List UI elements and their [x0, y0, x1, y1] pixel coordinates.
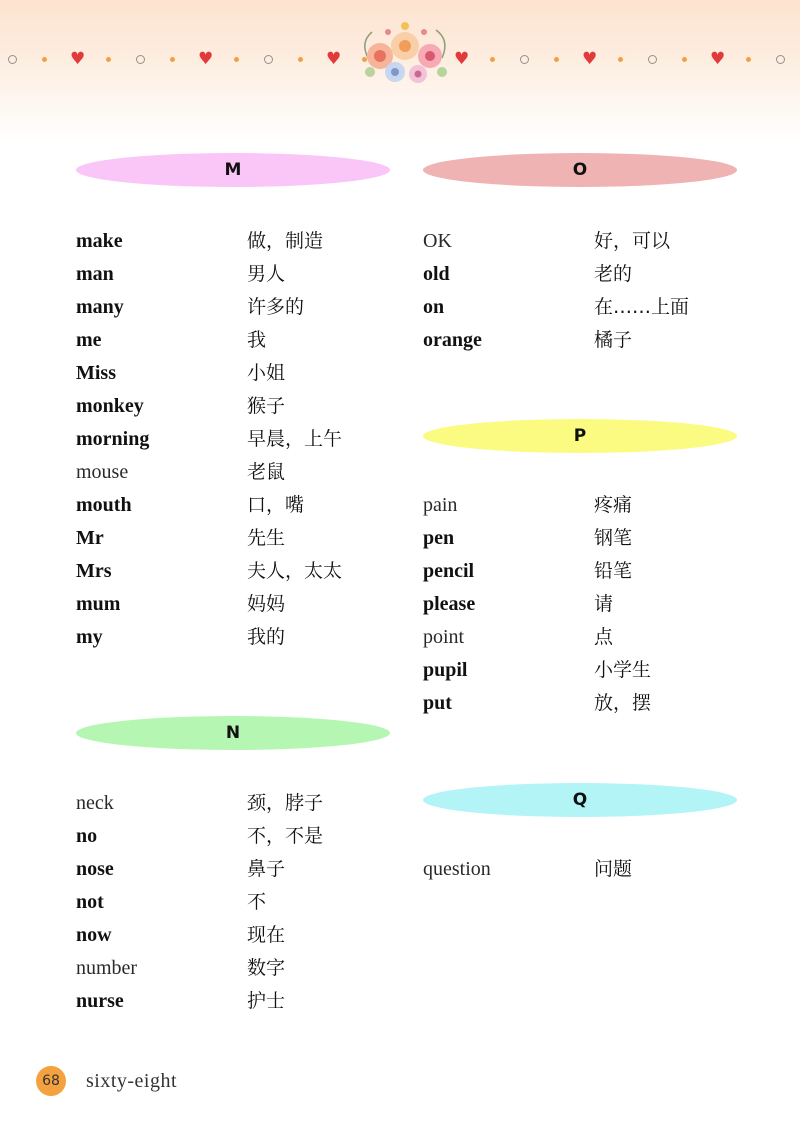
- vocab-meaning: 做，制造: [247, 230, 324, 252]
- swirl-icon: [776, 55, 785, 64]
- section-o-letter: O: [572, 160, 588, 180]
- vocab-meaning: 问题: [594, 858, 633, 880]
- vocab-meaning: 猴子: [247, 395, 286, 417]
- vocab-word: Mrs: [76, 560, 112, 582]
- vocab-row: [423, 622, 723, 652]
- dot-icon: [682, 57, 687, 62]
- vocab-meaning: 小学生: [594, 659, 652, 681]
- vocab-meaning: 许多的: [247, 296, 305, 318]
- heart-icon: ♥: [582, 49, 598, 69]
- section-n-header: [76, 716, 390, 750]
- vocab-row: [76, 391, 376, 421]
- vocab-row: [76, 226, 376, 256]
- vocab-word: question: [423, 858, 491, 880]
- vocab-meaning: 颈，脖子: [247, 792, 324, 814]
- vocab-word: make: [76, 230, 123, 252]
- dot-icon: [554, 57, 559, 62]
- vocab-meaning: 老的: [594, 263, 633, 285]
- vocab-row: [76, 490, 376, 520]
- vocab-row: [76, 622, 376, 652]
- vocab-meaning: 请: [594, 593, 614, 615]
- vocab-row: [423, 292, 723, 322]
- section-o-header: [423, 153, 737, 187]
- vocab-word: morning: [76, 428, 150, 450]
- dot-icon: [234, 57, 239, 62]
- heart-icon: ♥: [198, 49, 214, 69]
- vocab-word: neck: [76, 792, 114, 814]
- vocab-meaning: 鼻子: [247, 858, 286, 880]
- heart-icon: ♥: [454, 49, 470, 69]
- vocab-meaning: 现在: [247, 924, 286, 946]
- vocab-row: [423, 259, 723, 289]
- swirl-icon: [648, 55, 657, 64]
- vocab-word: man: [76, 263, 114, 285]
- vocab-meaning: 夫人，太太: [247, 560, 343, 582]
- swirl-icon: [264, 55, 273, 64]
- dot-icon: [490, 57, 495, 62]
- vocab-meaning: 点: [594, 626, 614, 648]
- vocab-meaning: 在……上面: [594, 296, 690, 318]
- vocab-meaning: 不: [247, 891, 267, 913]
- vocab-word: nose: [76, 858, 114, 880]
- vocab-word: my: [76, 626, 103, 648]
- vocab-meaning: 先生: [247, 527, 286, 549]
- vocab-row: [76, 854, 376, 884]
- dot-icon: [746, 57, 751, 62]
- vocab-row: [76, 556, 376, 586]
- heart-icon: ♥: [326, 49, 342, 69]
- vocab-word: nurse: [76, 990, 124, 1012]
- section-n-letter: N: [225, 723, 241, 743]
- vocab-meaning: 钢笔: [594, 527, 633, 549]
- vocab-word: orange: [423, 329, 482, 351]
- vocab-meaning: 疼痛: [594, 494, 633, 516]
- vocab-row: [76, 358, 376, 388]
- vocab-row: [423, 854, 723, 884]
- vocab-meaning: 早晨，上午: [247, 428, 343, 450]
- vocab-meaning: 老鼠: [247, 461, 286, 483]
- vocab-word: pencil: [423, 560, 475, 582]
- vocab-word: mouth: [76, 494, 132, 516]
- vocab-word: pen: [423, 527, 455, 549]
- vocab-word: pain: [423, 494, 458, 516]
- swirl-icon: [136, 55, 145, 64]
- vocab-word: OK: [423, 230, 452, 252]
- vocab-word: many: [76, 296, 124, 318]
- vocab-word: Miss: [76, 362, 116, 384]
- vocab-row: [76, 589, 376, 619]
- vocab-meaning: 妈妈: [247, 593, 286, 615]
- vocab-word: no: [76, 825, 98, 847]
- vocab-word: mouse: [76, 461, 129, 483]
- vocab-meaning: 口，嘴: [247, 494, 305, 516]
- dot-icon: [170, 57, 175, 62]
- vocab-word: please: [423, 593, 476, 615]
- vocab-row: [76, 292, 376, 322]
- vocab-row: [76, 986, 376, 1016]
- vocab-word: Mr: [76, 527, 104, 549]
- dot-icon: [618, 57, 623, 62]
- vocab-word: mum: [76, 593, 121, 615]
- vocab-word: old: [423, 263, 450, 285]
- heart-icon: ♥: [70, 49, 86, 69]
- vocab-row: [76, 953, 376, 983]
- dot-icon: [298, 57, 303, 62]
- vocab-word: point: [423, 626, 465, 648]
- section-p-header: [423, 419, 737, 453]
- vocab-row: [76, 259, 376, 289]
- vocab-row: [76, 523, 376, 553]
- vocab-word: not: [76, 891, 104, 913]
- vocab-word: put: [423, 692, 452, 714]
- swirl-icon: [520, 55, 529, 64]
- vocab-meaning: 铅笔: [594, 560, 633, 582]
- vocab-row: [76, 887, 376, 917]
- vocab-row: [76, 821, 376, 851]
- vocab-meaning: 小姐: [247, 362, 286, 384]
- vocab-meaning: 男人: [247, 263, 286, 285]
- heart-icon: ♥: [710, 49, 726, 69]
- vocab-meaning: 护士: [247, 990, 286, 1012]
- vocab-word: number: [76, 957, 138, 979]
- vocab-row: [423, 226, 723, 256]
- flower-bouquet-icon: [350, 18, 460, 90]
- vocab-word: now: [76, 924, 112, 946]
- page-number-badge: 68: [36, 1066, 66, 1096]
- vocab-row: [76, 325, 376, 355]
- vocab-row: [423, 589, 723, 619]
- vocab-meaning: 数字: [247, 957, 286, 979]
- section-m-letter: M: [224, 160, 242, 180]
- vocab-row: [423, 688, 723, 718]
- vocab-row: [423, 490, 723, 520]
- vocab-word: pupil: [423, 659, 468, 681]
- vocab-word: monkey: [76, 395, 144, 417]
- vocab-row: [76, 424, 376, 454]
- vocab-word: on: [423, 296, 445, 318]
- section-m-header: [76, 153, 390, 187]
- section-p-letter: P: [573, 426, 587, 446]
- vocab-word: me: [76, 329, 102, 351]
- vocab-row: [76, 920, 376, 950]
- vocab-row: [423, 556, 723, 586]
- vocab-meaning: 好，可以: [594, 230, 671, 252]
- vocab-row: [76, 457, 376, 487]
- vocab-meaning: 放，摆: [594, 692, 652, 714]
- dot-icon: [42, 57, 47, 62]
- section-q-letter: Q: [572, 790, 588, 810]
- vocab-row: [423, 523, 723, 553]
- vocab-row: [423, 325, 723, 355]
- vocab-row: [76, 788, 376, 818]
- vocab-meaning: 我的: [247, 626, 286, 648]
- vocab-meaning: 橘子: [594, 329, 633, 351]
- vocab-meaning: 我: [247, 329, 267, 351]
- swirl-icon: [8, 55, 17, 64]
- section-q-header: [423, 783, 737, 817]
- page-number-words: sixty-eight: [86, 1070, 178, 1092]
- vocab-row: [423, 655, 723, 685]
- dot-icon: [106, 57, 111, 62]
- vocab-meaning: 不，不是: [247, 825, 324, 847]
